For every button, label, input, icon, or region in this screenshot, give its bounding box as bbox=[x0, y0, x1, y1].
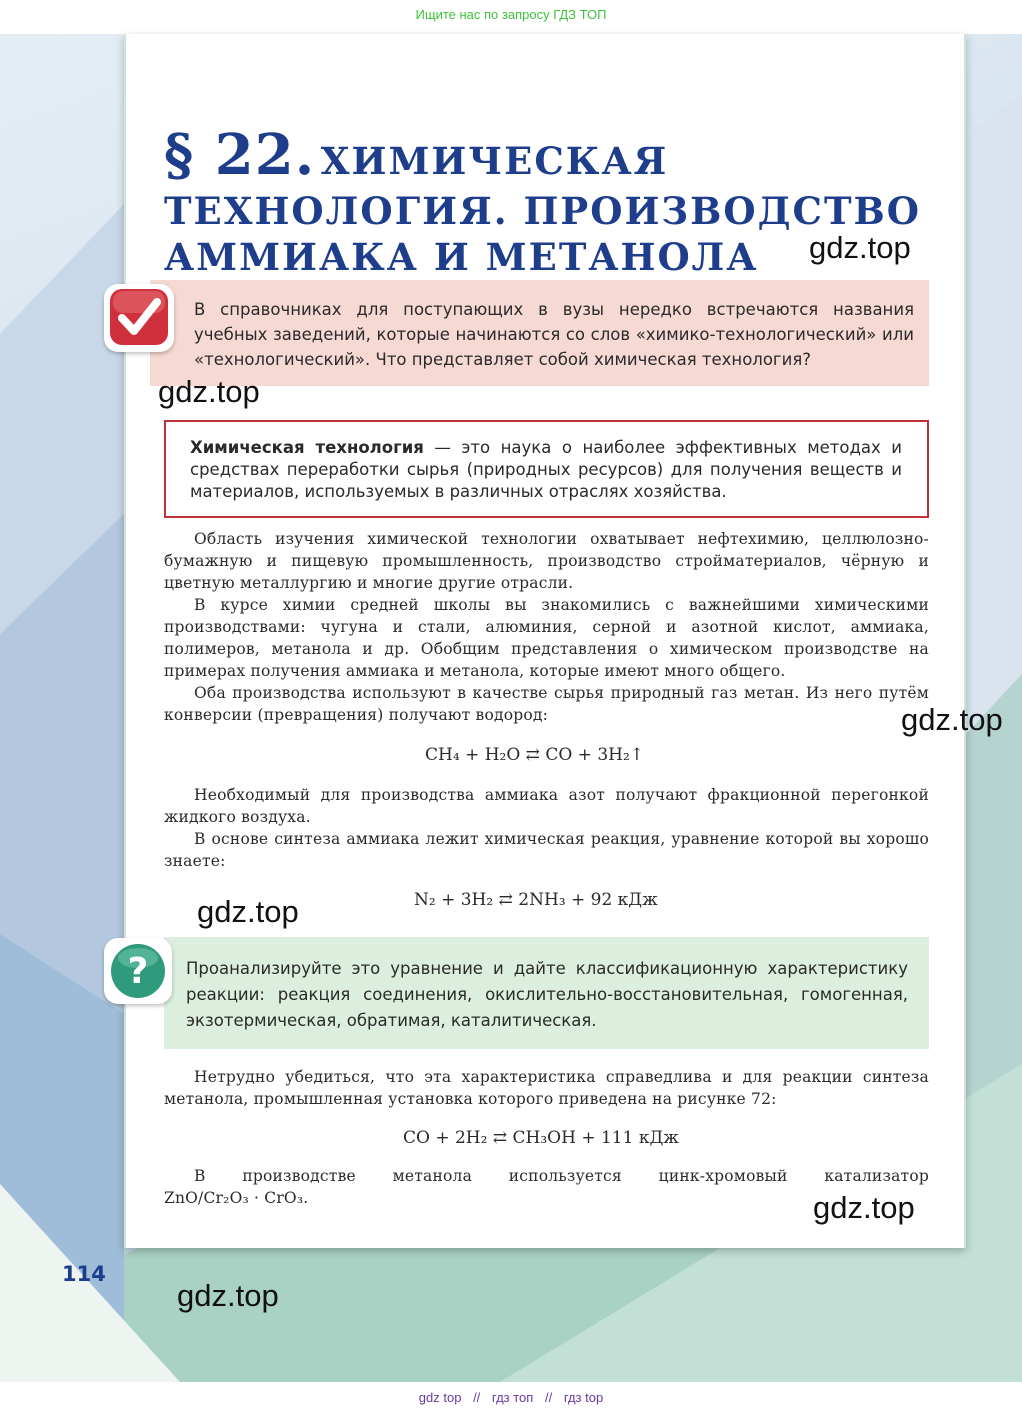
paragraph-3-text: Оба производства используют в качестве сырья природный газ метан. Из него путём конверсии (превращения) получают водород: bbox=[164, 684, 929, 724]
paragraph-5-text: В основе синтеза аммиака лежит химическая реакция, уравнение которой вы хорошо знаете: bbox=[164, 830, 929, 870]
paragraph-3 bbox=[164, 682, 929, 726]
equation-methane-conversion: CH₄ + H₂O ⇄ CO + 3H₂↑ bbox=[425, 745, 645, 765]
paragraph-6-text: Нетрудно убедиться, что эта характеристика справедлива и для реакции синтеза метанола, промышленная установка которого приведена на рисунке 72: bbox=[164, 1068, 929, 1108]
footer-link-2[interactable]: гдз топ bbox=[491, 1390, 534, 1405]
paragraph-4-text: Необходимый для производства аммиака азот получают фракционной перегонкой жидкого воздуха. bbox=[164, 786, 929, 826]
svg-text:?: ? bbox=[127, 951, 149, 992]
section-number: § 22. bbox=[164, 122, 316, 188]
watermark: gdz.top bbox=[813, 1190, 915, 1225]
definition-text bbox=[190, 437, 902, 503]
intro-text: В справочниках для поступающих в вузы нередко встречаются названия учебных заведений, которые начинаются со слов «химико-технологический» или «технологический». Что представляет собой химическая технология? bbox=[194, 300, 914, 369]
banner-text: Ищите нас по запросу ГДЗ ТОП bbox=[415, 7, 607, 22]
footer bbox=[0, 1382, 1022, 1416]
definition-term: Химическая технология bbox=[190, 438, 424, 457]
watermark: gdz.top bbox=[901, 702, 1003, 737]
paragraph-2-text: В курсе химии средней школы вы знакомились с важнейшими химическими производствами: чугуна и стали, алюминия, серной и азотной кислот, аммиака, полимеров, метанола и др. Обобщим представления о химическом производстве на примерах получения аммиака и метанола, которые имеют много общего. bbox=[164, 596, 929, 680]
equation-methanol-synthesis: CO + 2H₂ ⇄ CH₃OH + 111 кДж bbox=[403, 1128, 679, 1148]
paragraph-5 bbox=[164, 828, 929, 872]
paragraph-7-text: В производстве метанола используется цинк-хромовый катализатор bbox=[194, 1167, 929, 1185]
footer-link-1[interactable]: gdz top bbox=[418, 1390, 462, 1405]
footer-separator: // bbox=[473, 1390, 481, 1405]
catalyst-formula: ZnO/Cr₂O₃ · CrO₃. bbox=[164, 1189, 309, 1207]
footer-link-3[interactable]: гдз top bbox=[563, 1390, 604, 1405]
equation-ammonia-synthesis: N₂ + 3H₂ ⇄ 2NH₃ + 92 кДж bbox=[414, 890, 658, 910]
paragraph-7 bbox=[164, 1165, 929, 1187]
paragraph-1-text: Область изучения химической технологии охватывает нефтехимию, целлюлозно-бумажную и пищевую промышленность, производство стройматериалов, чёрную и цветную металлургию и многие другие отрасли. bbox=[164, 530, 929, 592]
watermark: gdz.top bbox=[177, 1278, 279, 1313]
heading-line-1: ХИМИЧЕСКАЯ bbox=[320, 139, 669, 183]
paragraph-6 bbox=[164, 1066, 929, 1110]
watermark: gdz.top bbox=[158, 374, 260, 409]
paragraph-4 bbox=[164, 784, 929, 828]
definition-body: — это наука о наиболее эффективных методах и средствах переработки сырья (природных ресурсов) для получения веществ и материалов, используемых в различных отраслях хозяйства. bbox=[190, 438, 903, 501]
heading-line-3: АММИАКА И МЕТАНОЛА bbox=[164, 235, 759, 279]
footer-separator: // bbox=[544, 1390, 553, 1405]
question-text: Проанализируйте это уравнение и дайте классификационную характеристику реакции: реакция соединения, окислительно-восстановительная, гомогенная, экзотермическая, обратимая, каталитическая. bbox=[186, 959, 908, 1030]
watermark: gdz.top bbox=[809, 230, 911, 265]
heading-line-2: ТЕХНОЛОГИЯ. ПРОИЗВОДСТВО bbox=[164, 189, 921, 233]
checkmark-icon bbox=[104, 284, 174, 352]
watermark: gdz.top bbox=[197, 894, 299, 929]
paragraph-2 bbox=[164, 594, 929, 682]
page-number: 114 bbox=[62, 1262, 106, 1286]
paragraph-1 bbox=[164, 528, 929, 594]
top-banner bbox=[0, 0, 1022, 34]
question-icon bbox=[104, 938, 172, 1004]
